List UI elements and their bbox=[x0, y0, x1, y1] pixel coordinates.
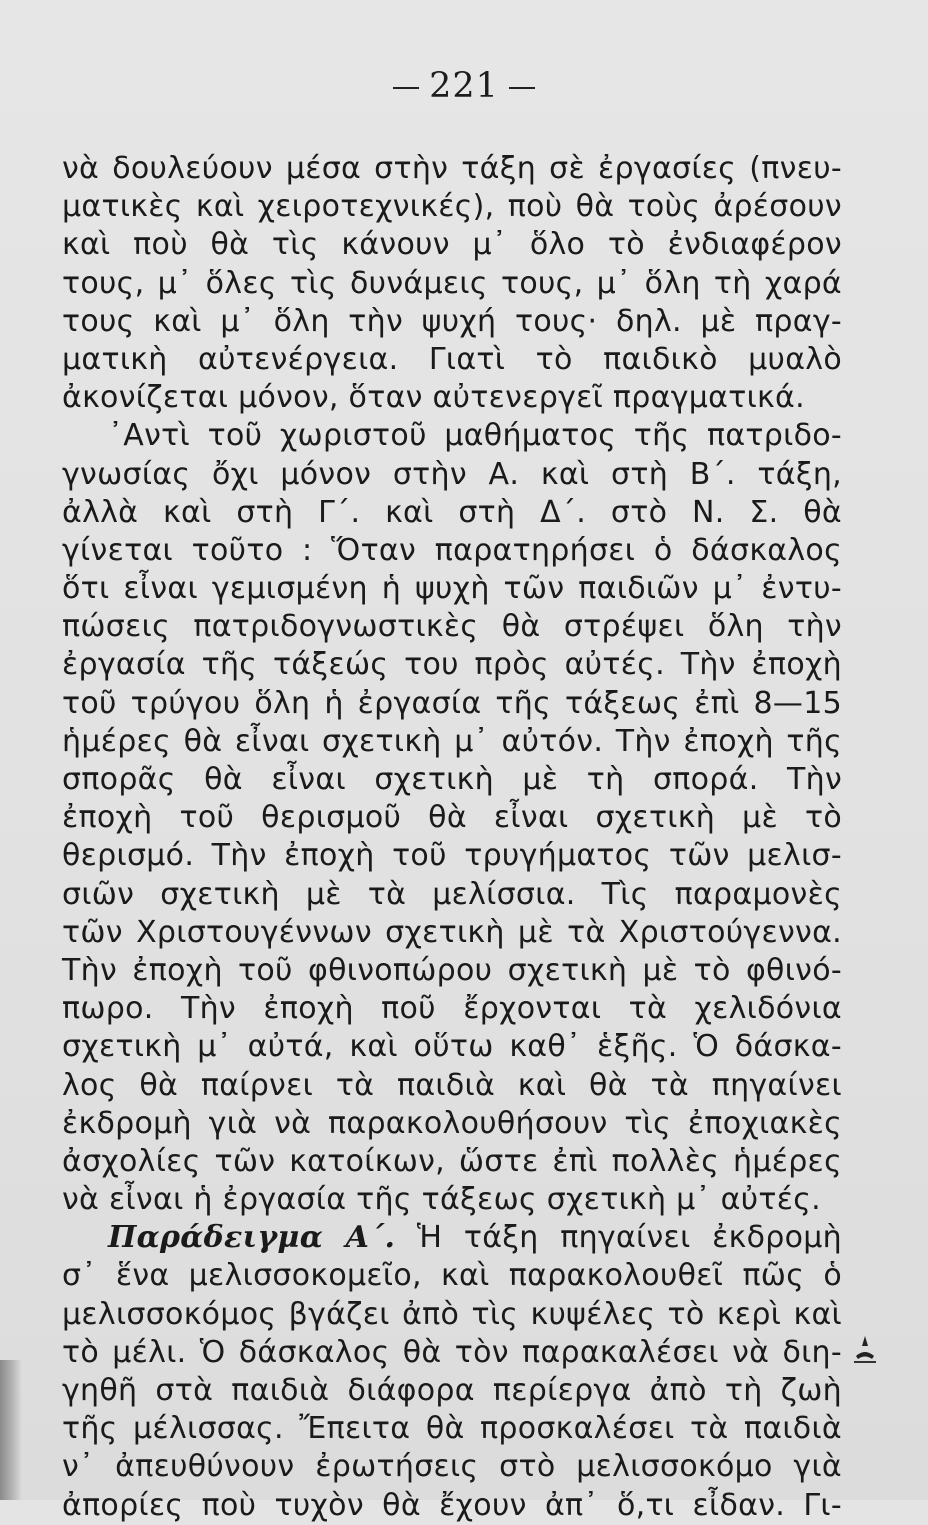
header-dash-left bbox=[393, 87, 419, 89]
text-line: σ᾽ ἕνα μελισσοκομεῖο, καὶ παρακολουθεῖ πῶς ὁ bbox=[62, 1258, 842, 1294]
text-line: ᾽Αντὶ τοῦ χωριστοῦ μαθήματος τῆς πατριδο- bbox=[108, 418, 842, 454]
header-dash-right bbox=[509, 87, 535, 89]
page-edge-shadow bbox=[0, 1360, 22, 1500]
text-line: σιῶν σχετικὴ μὲ τὰ μελίσσια. Τὶς παραμονὲς bbox=[62, 876, 842, 912]
example-heading-line bbox=[62, 1219, 842, 1257]
text-line: τους καὶ μ᾽ ὅλη τὴν ψυχή τους· δηλ. μὲ πραγ- bbox=[62, 303, 842, 339]
page-header bbox=[0, 66, 928, 106]
text-line: ματικὴ αὐτενέργεια. Γιατὶ τὸ παιδικὸ μυαλὸ bbox=[62, 341, 842, 377]
text-line: σχετικὴ μ᾽ αὐτά, καὶ οὕτω καθ᾽ ἑξῆς. Ὁ δάσκα- bbox=[62, 1029, 842, 1065]
text-line: θερισμό. Τὴν ἐποχὴ τοῦ τρυγήματος τῶν μελισ- bbox=[62, 838, 842, 874]
printers-mark-icon bbox=[850, 1332, 880, 1366]
text-line: νὰ εἶναι ἡ ἐργασία τῆς τάξεως σχετικὴ μ᾽ αὐτές. bbox=[62, 1182, 822, 1218]
text-line: ἡμέρες θὰ εἶναι σχετικὴ μ᾽ αὐτόν. Τὴν ἐποχὴ τῆς bbox=[62, 723, 842, 759]
text-line: σπορᾶς θὰ εἶναι σχετικὴ μὲ τὴ σπορά. Τὴν bbox=[62, 762, 842, 797]
text-line: πωρο. Τὴν ἐποχὴ ποῦ ἔρχονται τὰ χελιδόνια bbox=[62, 991, 842, 1027]
text-line: ἀσχολίες τῶν κατοίκων, ὥστε ἐπὶ πολλὲς ἡμέρες bbox=[62, 1143, 842, 1179]
text-line: πώσεις πατριδογνωστικὲς θὰ στρέψει ὅλη τὴν bbox=[62, 609, 842, 645]
text-line: ἐκδρομὴ γιὰ νὰ παρακολουθήσουν τὶς ἐποχιακὲς bbox=[62, 1105, 842, 1141]
text-line: ματικὲς καὶ χειροτεχνικές), ποὺ θὰ τοὺς ἀρέσουν bbox=[62, 189, 842, 225]
text-line: νὰ δουλεύουν μέσα στὴν τάξη σὲ ἐργασίες (πνευ- bbox=[62, 151, 842, 186]
text-line: ἐποχὴ τοῦ θερισμοῦ θὰ εἶναι σχετικὴ μὲ τὸ bbox=[62, 800, 842, 836]
text-line: λος θὰ παίρνει τὰ παιδιὰ καὶ θὰ τὰ πηγαίνει bbox=[62, 1067, 842, 1103]
text-line: ὅτι εἶναι γεμισμένη ἡ ψυχὴ τῶν παιδιῶν μ᾽ ἐντυ- bbox=[62, 571, 842, 607]
text-line: ἀπορίες ποὺ τυχὸν θὰ ἔχουν ἀπ᾽ ὅ,τι εἶδαν. Γι- bbox=[62, 1487, 842, 1523]
example-label: Παράδειγμα Α΄. bbox=[108, 1220, 396, 1256]
text-line: γνωσίας ὄχι μόνον στὴν Α. καὶ στὴ Β΄. τάξη, bbox=[62, 456, 842, 492]
text-line: τους, μ᾽ ὅλες τὶς δυνάμεις τους, μ᾽ ὅλη τὴ χαρά bbox=[62, 265, 842, 301]
text-line: γηθῆ στὰ παιδιὰ διάφορα περίεργα ἀπὸ τὴ ζωὴ bbox=[62, 1373, 842, 1408]
text-line: ἀλλὰ καὶ στὴ Γ΄. καὶ στὴ Δ΄. στὸ Ν. Σ. θὰ bbox=[62, 494, 842, 530]
text-line: Ἡ τάξη πηγαίνει ἐκδρομὴ bbox=[416, 1220, 842, 1256]
text-line: καὶ ποὺ θὰ τὶς κάνουν μ᾽ ὅλο τὸ ἐνδιαφέρον bbox=[62, 227, 842, 263]
body-text bbox=[62, 150, 842, 1525]
page-number: 221 bbox=[429, 66, 499, 106]
text-line: τῶν Χριστουγέννων σχετικὴ μὲ τὰ Χριστούγεννα. bbox=[62, 914, 842, 950]
text-line: γίνεται τοῦτο : Ὅταν παρατηρήσει ὁ δάσκαλος bbox=[62, 532, 842, 568]
text-line: μελισσοκόμος βγάζει ἀπὸ τὶς κυψέλες τὸ κερὶ καὶ bbox=[62, 1296, 842, 1332]
text-line: ν᾽ ἀπευθύνουν ἐρωτήσεις στὸ μελισσοκόμο γιὰ bbox=[62, 1449, 842, 1485]
text-line: τὸ μέλι. Ὁ δάσκαλος θὰ τὸν παρακαλέσει νὰ διη- bbox=[62, 1334, 842, 1370]
text-line: Τὴν ἐποχὴ τοῦ φθινοπώρου σχετικὴ μὲ τὸ φθινό- bbox=[62, 952, 842, 988]
text-line: τοῦ τρύγου ὅλη ἡ ἐργασία τῆς τάξεως ἐπὶ 8—15 bbox=[62, 685, 842, 721]
text-line: ἀκονίζεται μόνον, ὅταν αὐτενεργεῖ πραγματικά. bbox=[62, 380, 805, 416]
text-line: τῆς μέλισσας. Ἔπειτα θὰ προσκαλέσει τὰ παιδιὰ bbox=[62, 1411, 842, 1447]
text-line: ἐργασία τῆς τάξεώς του πρὸς αὐτές. Τὴν ἐποχὴ bbox=[62, 647, 842, 683]
